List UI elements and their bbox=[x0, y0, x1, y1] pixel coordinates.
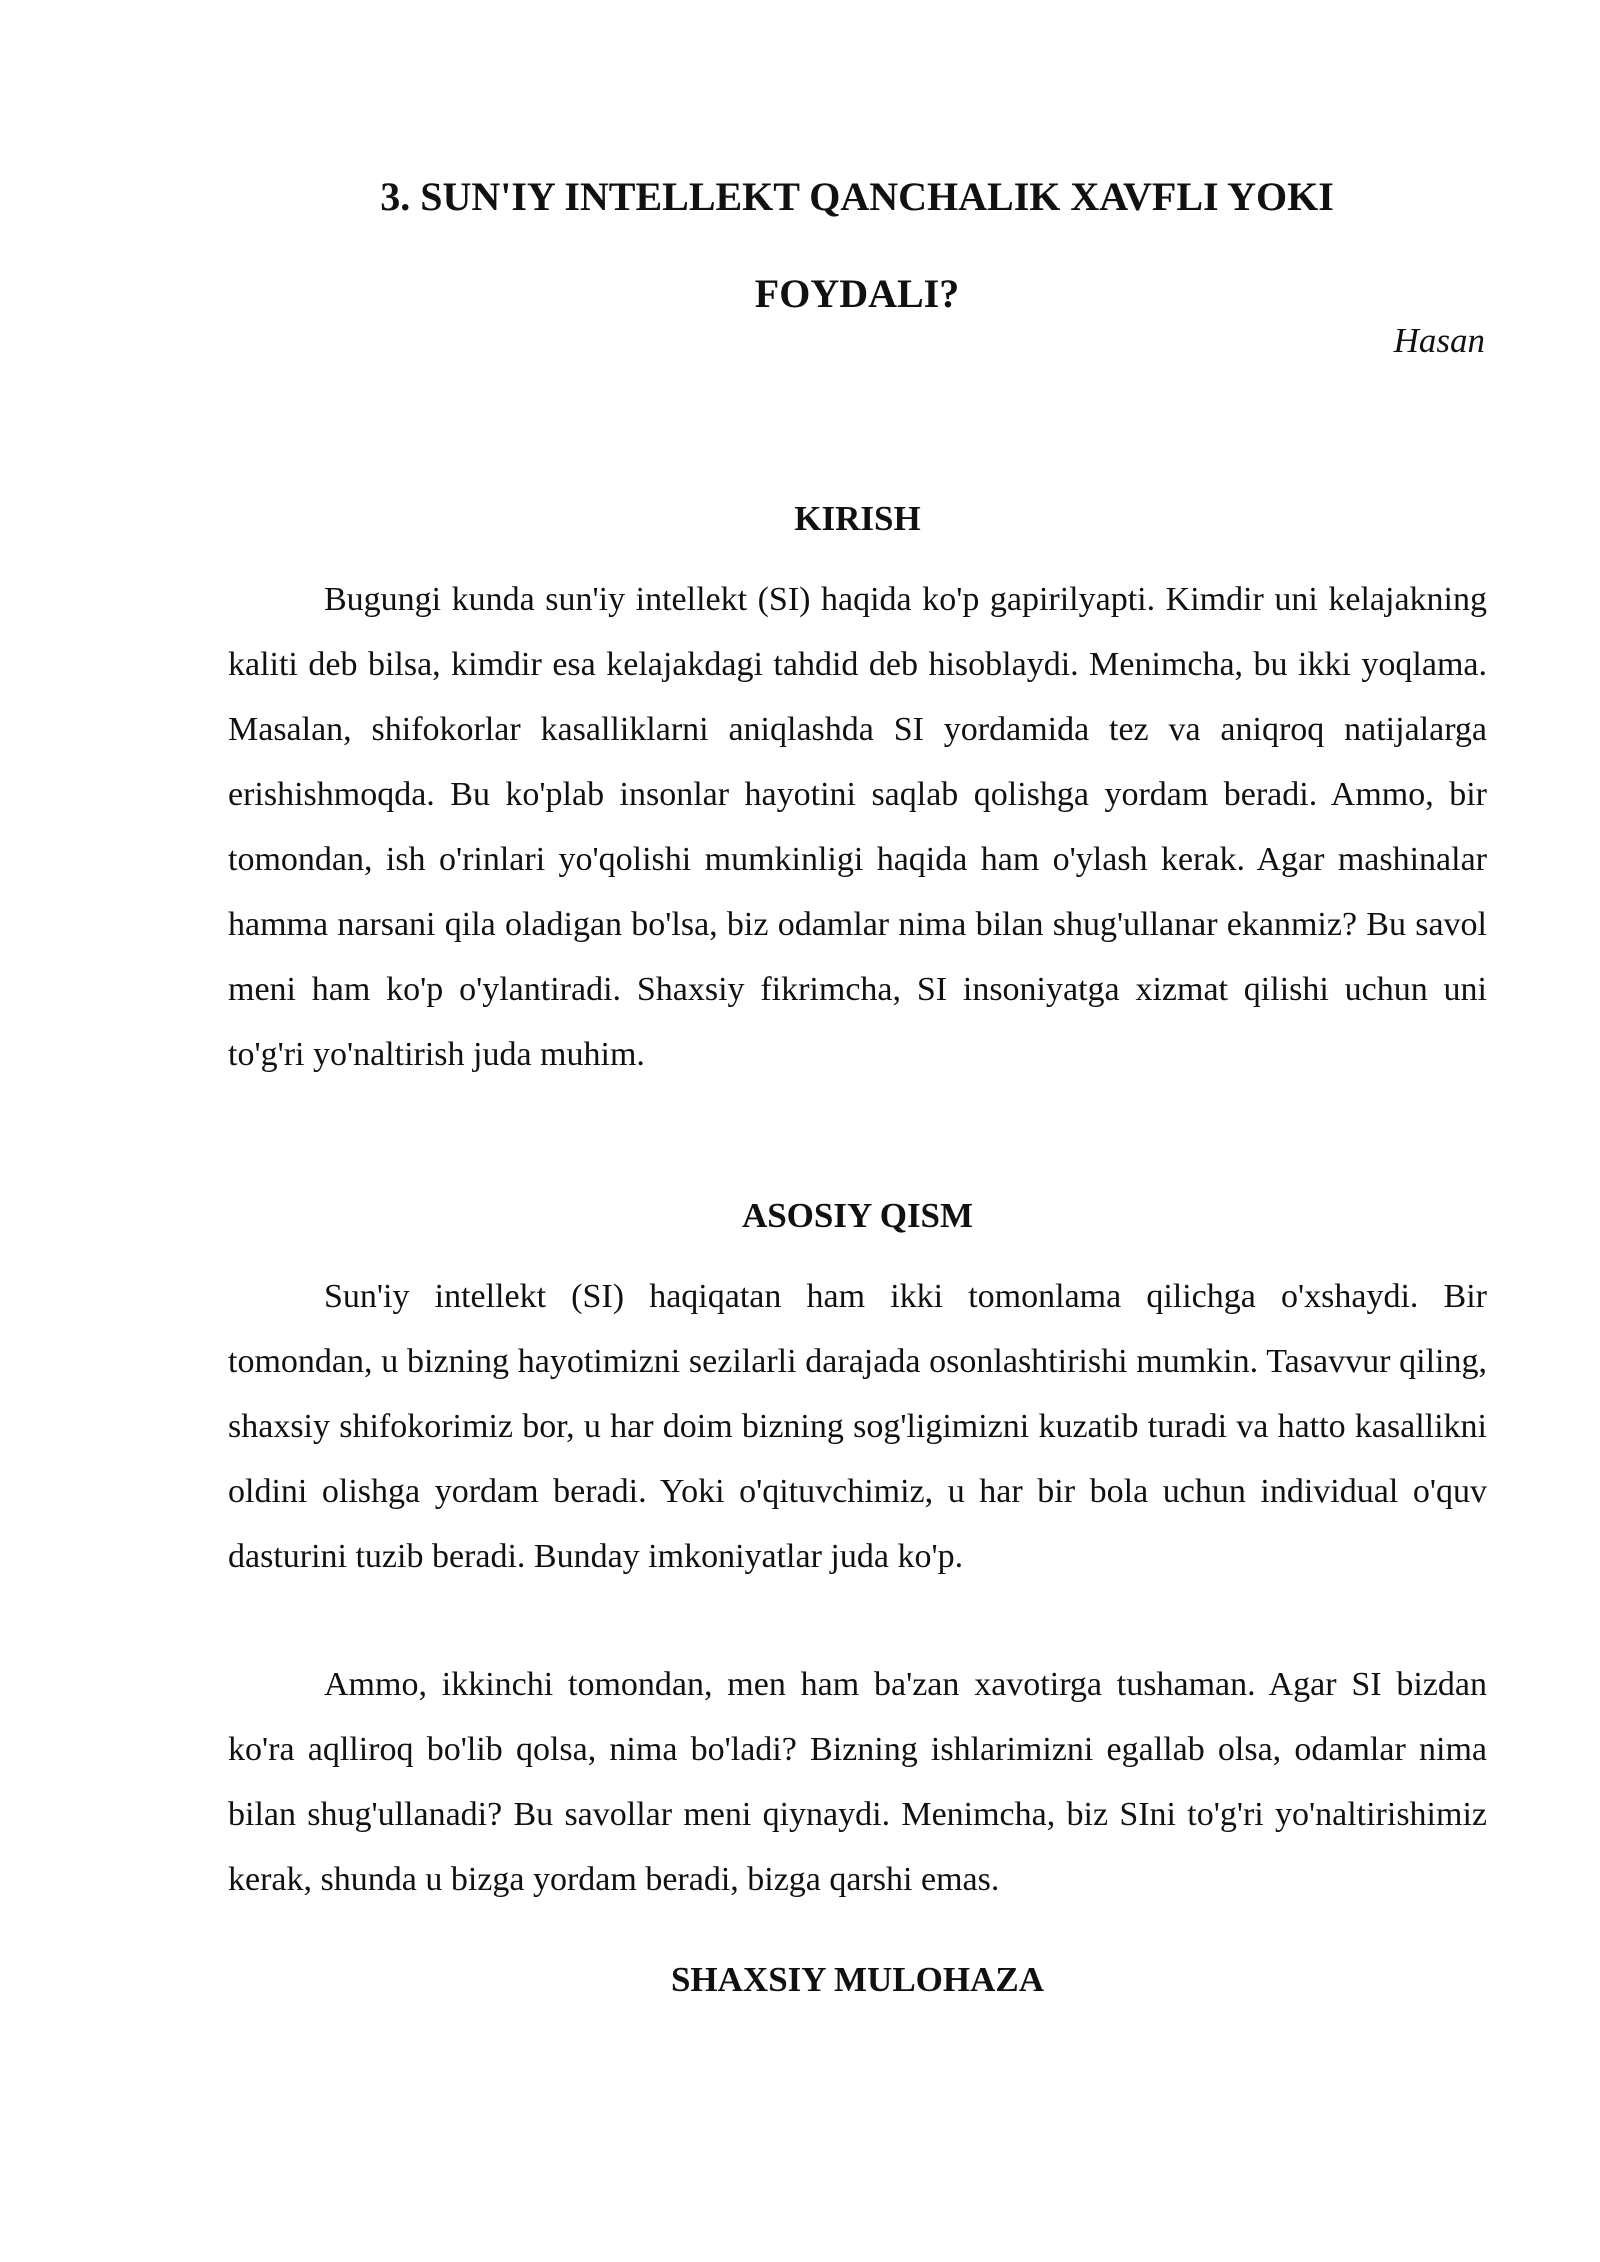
section-heading-kirish: KIRISH bbox=[794, 499, 921, 538]
author-name: Hasan bbox=[1393, 321, 1485, 360]
section-heading-shaxsiy-mulohaza: SHAXSIY MULOHAZA bbox=[670, 1960, 1045, 1999]
paragraph-asosiy-1: Sun'iy intellekt (SI) haqiqatan ham ikki tomonlama qilichga o'xshaydi. Bir tomondan, u bizning hayotimizni sezilarli darajada osonlashtirishi mumkin. Tasavvur qiling, shaxsiy shifokorimiz bor, u har doim bizning sog'ligimizni kuzatib turadi va hatto kasallikni oldini olishga yordam beradi. Yoki o'qituvchimiz, u har bir bola uchun individual o'quv dasturini tuzib beradi. Bunday imkoniyatlar juda ko'p. bbox=[228, 1278, 1487, 1575]
paragraph-kirish: Bugungi kunda sun'iy intellekt (SI) haqida ko'p gapirilyapti. Kimdir uni kelajakning kaliti deb bilsa, kimdir esa kelajakdagi tahdid deb hisoblaydi. Menimcha, bu ikki yoqlama. Masalan, shifokorlar kasalliklarni aniqlashda SI yordamida tez va aniqroq natijalarga erishishmoqda. Bu ko'plab insonlar hayotini saqlab qolishga yordam beradi. Ammo, bir tomondan, ish o'rinlari yo'qolishi mumkinligi haqida ham o'ylash kerak. Agar mashinalar hamma narsani qila oladigan bo'lsa, biz odamlar nima bilan shug'ullanar ekanmiz? Bu savol meni ham ko'p o'ylantiradi. Shaxsiy fikrimcha, SI insoniyatga xizmat qilishi uchun uni to'g'ri yo'naltirish juda muhim. bbox=[228, 581, 1487, 1073]
document-title: 3. SUN'IY INTELLEKT QANCHALIK XAVFLI YOKI FOYDALI? bbox=[380, 174, 1334, 316]
paragraph-asosiy-2: Ammo, ikkinchi tomondan, men ham ba'zan xavotirga tushaman. Agar SI bizdan ko'ra aqlliroq bo'lib qolsa, nima bo'ladi? Bizning ishlarimizni egallab olsa, odamlar nima bilan shug'ullanadi? Bu savollar meni qiynaydi. Menimcha, biz SIni to'g'ri yo'naltirishimiz kerak, shunda u bizga yordam beradi, bizga qarshi emas. bbox=[228, 1666, 1487, 1898]
section-heading-asosiy-qism: ASOSIY QISM bbox=[741, 1196, 974, 1235]
